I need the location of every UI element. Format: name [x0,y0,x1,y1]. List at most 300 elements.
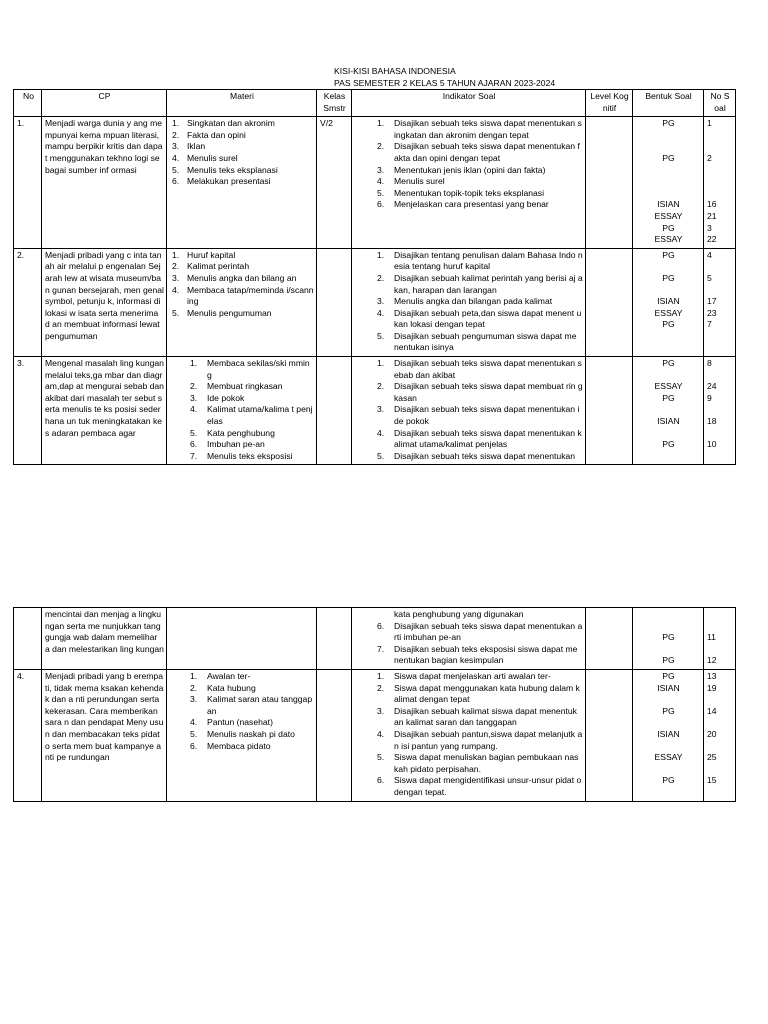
bentuk-stack [636,250,701,331]
nosoal-value [707,141,733,153]
item-text: Disajikan sebuah teks eksposisi siswa dapat me nentukan bagian kesimpulan [394,643,578,666]
indikator-list [355,250,583,354]
item-number: 1. [377,358,385,369]
bentuk-value [636,165,701,177]
item-text: Disajikan sebuah kalimat perintah yang berisi aj akan, harapan dan larangan [394,272,583,295]
item-number: 3. [377,164,385,175]
cell-bentuk [633,608,704,670]
item-text: Singkatan dan akronim [187,118,275,129]
bentuk-value: ISIAN [657,682,680,693]
cell-bentuk [633,357,704,465]
item-number: 4. [172,152,180,163]
item-number: 4. [377,427,385,438]
header-indikator: Indikator Soal [352,90,586,117]
materi-item [170,404,314,427]
header-no: No [14,90,42,117]
indikator-item [355,199,583,211]
cell-no: 2. [14,248,42,356]
cell-kelas: V/2 [317,117,352,249]
materi-item [170,393,314,405]
bentuk-value: PG [662,118,675,129]
bentuk-value: ISIAN [657,296,680,307]
indikator-item [355,250,583,273]
item-text: Siswa dapat mengidentifikasi unsur-unsur pidat o dengan tepat. [394,775,582,797]
item-text: Menulis surel [187,152,238,163]
nosoal-value: 10 [707,439,717,450]
item-text: Membaca sekilas/ski mming [207,358,310,380]
item-number: 4. [190,717,198,728]
kisi-table-page-2 [13,607,736,802]
item-text: Membaca tatap/meminda i/scanning [187,284,314,307]
header-kelas: Kelas Smstr [317,90,352,117]
materi-item [170,176,314,188]
item-text: Huruf kapital [187,249,236,260]
header-bentuk: Bentuk Soal [633,90,704,117]
cp-text: mencintai dan menjag a lingkungan serta me nunjukkan tanggungja wab dalam memelihar a dan melestarikan ling kungan [45,609,164,654]
item-text: Disajikan sebuah pantun,siswa dapat melanjutk an isi pantun yang rumpang. [394,728,583,751]
cell-cp [42,608,167,670]
bentuk-value: ISIAN [657,728,680,739]
item-number: 6. [172,176,180,187]
item-text: Menulis surel [394,176,445,187]
item-number: 2. [377,381,385,392]
cell-nosoal [704,669,736,801]
nosoal-value: 19 [707,682,717,693]
bentuk-value: ESSAY [654,307,683,318]
materi-list [170,671,314,752]
nosoal-value [707,188,733,200]
indikator-list [355,358,583,462]
nosoal-value: 25 [707,752,717,763]
indikator-item [355,729,583,752]
nosoal-value: 22 [707,234,717,245]
item-text: Disajikan sebuah teks siswa dapat menentukan [394,450,576,461]
indikator-item [355,308,583,331]
cell-level [586,357,633,465]
nosoal-value [707,644,733,656]
item-text: Pantun (nasehat) [207,717,273,728]
cell-kelas [317,248,352,356]
indikator-item [355,428,583,451]
bentuk-value: ESSAY [654,234,683,245]
item-text: Disajikan sebuah teks siswa dapat menentukan fakta dan opini dengan tepat [394,141,580,163]
item-text: Disajikan sebuah teks siswa dapat menentukan arti imbuhan pe-an [394,620,583,643]
materi-item [170,694,314,717]
materi-item [170,439,314,451]
item-number: 2. [190,682,198,693]
bentuk-value: PG [662,319,675,330]
item-text: Menulis teks eksplanasi [187,164,278,175]
nosoal-value: 20 [707,728,717,739]
table-header-row [14,90,736,117]
nosoal-value: 9 [707,392,712,403]
item-text: Ide pokok [207,392,245,403]
materi-item [170,358,314,381]
indikator-item [355,118,583,141]
cell-level [586,248,633,356]
kisi-table-page-1 [13,89,736,465]
cell-materi [167,248,317,356]
bentuk-value: PG [662,392,675,403]
cell-nosoal [704,248,736,356]
item-text: Awalan ter- [207,670,251,681]
item-text: Menulis naskah pi dato [207,728,295,739]
title-line-2: PAS SEMESTER 2 KELAS 5 TAHUN AJARAN 2023-2024 [334,77,556,88]
nosoal-value: 3 [707,222,712,233]
bentuk-value: PG [662,775,675,786]
item-number: 7. [377,643,385,654]
item-text: Menentukan topik-topik teks eksplanasi [394,187,544,198]
item-text: Membuat ringkasan [207,381,283,392]
bentuk-value [636,621,701,633]
indikator-item [355,671,583,683]
title-line-1: KISI-KISI BAHASA INDONESIA [334,66,456,76]
item-number: 3. [172,141,180,152]
nosoal-value [707,165,733,177]
cp-text: Menjadi warga dunia y ang mempunyai kema mpuan literasi, mampu berpikir kritis dan dapa t menggunakan tekhno logi sebagai sumber inf ormasi [45,118,163,175]
item-text: Menulis teks eksposisi [207,450,293,461]
cp-text: Menjadi pribadi yang b erempati, tidak mema ksakan kehendak dan a nti perundungan serta kekerasan. Cara memberikan sara n dan pendapat Meny usun dan membacakan teks pidato serta mem buat kampanye anti pe rundungan [45,670,164,763]
bentuk-value [636,609,701,621]
table-row [14,669,736,801]
item-number: 2. [172,261,180,272]
nosoal-stack [707,671,733,787]
nosoal-value: 24 [707,381,717,392]
item-number: 4. [190,404,198,415]
nosoal-value: 23 [707,307,717,318]
cell-bentuk [633,248,704,356]
item-text: Fakta dan opini [187,129,246,140]
item-text: Disajikan sebuah teks siswa dapat menentukan singkatan dan akronim dengan tepat [394,118,582,140]
indikator-continuation: kata penghubung yang digunakan [394,609,524,619]
materi-item [170,118,314,130]
nosoal-value: 7 [707,319,712,330]
bentuk-value: PG [662,439,675,450]
materi-item [170,273,314,285]
bentuk-value: PG [662,655,675,666]
nosoal-value [707,694,733,706]
item-number: 6. [377,620,385,631]
indikator-item [355,451,583,463]
materi-item [170,683,314,695]
nosoal-value [707,609,733,621]
item-number: 1. [172,249,180,260]
item-number: 1. [172,118,180,129]
bentuk-value [636,428,701,440]
bentuk-value: ESSAY [654,381,683,392]
materi-item [170,729,314,741]
item-number: 6. [377,199,385,210]
bentuk-value: ESSAY [654,752,683,763]
nosoal-value [707,621,733,633]
cell-no: 4. [14,669,42,801]
indikator-list [355,621,583,667]
bentuk-value: ISIAN [657,416,680,427]
bentuk-value [636,141,701,153]
item-text: Menulis angka dan bilangan pada kalimat [394,296,553,307]
bentuk-value [636,404,701,416]
item-number: 3. [377,296,385,307]
indikator-item [355,331,583,354]
bentuk-value: PG [662,249,675,260]
indikator-item [355,176,583,188]
cell-materi [167,357,317,465]
item-number: 5. [172,307,180,318]
indikator-item [355,381,583,404]
nosoal-value [707,130,733,142]
item-number: 5. [377,330,385,341]
cell-cp [42,248,167,356]
item-text: Disajikan sebuah teks siswa dapat menentukan kalimat utama/kalimat penjelas [394,427,582,450]
bentuk-value: PG [662,705,675,716]
item-number: 1. [190,358,198,369]
cell-cp [42,669,167,801]
cell-no [14,608,42,670]
materi-item [170,717,314,729]
bentuk-stack [636,671,701,787]
bentuk-value: PG [662,358,675,369]
item-text: Menjelaskan cara presentasi yang benar [394,199,549,210]
item-number: 3. [172,272,180,283]
item-number: 1. [190,670,198,681]
indikator-item [355,273,583,296]
item-text: Menentukan jenis iklan (opini dan fakta) [394,164,546,175]
cell-cp [42,357,167,465]
nosoal-value [707,370,733,382]
nosoal-value [707,764,733,776]
bentuk-value [636,261,701,273]
table-row [14,248,736,356]
nosoal-value: 1 [707,118,712,129]
indikator-item [355,188,583,200]
item-text: Disajikan sebuah teks siswa dapat menentukan sebab dan akibat [394,358,582,380]
item-number: 5. [190,728,198,739]
bentuk-value: ESSAY [654,210,683,221]
bentuk-value [636,188,701,200]
cell-indikator [352,248,586,356]
item-text: Kalimat saran atau tanggapan [207,694,313,716]
nosoal-value [707,404,733,416]
item-number: 3. [377,705,385,716]
item-number: 4. [172,284,180,295]
item-text: Imbuhan pe-an [207,439,265,450]
bentuk-value [636,764,701,776]
item-number: 4. [377,176,385,187]
item-text: Kata penghubung [207,427,275,438]
table-row [14,357,736,465]
cell-indikator [352,357,586,465]
bentuk-value [636,285,701,297]
item-text: Disajikan sebuah teks siswa dapat menentukan ide pokok [394,404,580,427]
nosoal-value: 21 [707,210,717,221]
item-number: 1. [377,249,385,260]
item-text: Disajikan sebuah peta,dan siswa dapat menent ukan lokasi dengan tepat [394,307,582,330]
bentuk-stack [636,118,701,246]
bentuk-value: PG [662,272,675,283]
item-number: 2. [172,129,180,140]
item-number: 6. [190,439,198,450]
item-number: 3. [190,694,198,705]
item-number: 7. [190,450,198,461]
item-number: 3. [190,392,198,403]
item-number: 1. [377,670,385,681]
item-number: 4. [377,307,385,318]
cell-cp [42,117,167,249]
item-text: Melakukan presentasi [187,176,271,187]
materi-item [170,671,314,683]
indikator-list [355,118,583,211]
nosoal-value: 4 [707,249,712,260]
cell-no: 3. [14,357,42,465]
item-text: Disajikan sebuah teks siswa dapat membuat rin gkasan [394,381,583,403]
nosoal-value [707,717,733,729]
materi-item [170,381,314,393]
cell-kelas [317,669,352,801]
bentuk-value: PG [662,670,675,681]
nosoal-value: 14 [707,705,717,716]
materi-item [170,261,314,273]
bentuk-stack [636,358,701,451]
materi-item [170,308,314,320]
indikator-item [355,296,583,308]
bentuk-value: ISIAN [657,199,680,210]
cell-indikator [352,669,586,801]
item-text: Siswa dapat menuliskan bagian pembukaan nas kah pidato perpisahan. [394,752,579,774]
item-number: 5. [377,450,385,461]
nosoal-value: 18 [707,416,717,427]
nosoal-value [707,428,733,440]
indikator-list [355,671,583,799]
cell-indikator [352,117,586,249]
item-number: 5. [377,752,385,763]
cell-kelas [317,608,352,670]
item-number: 2. [377,682,385,693]
item-text: Membaca pidato [207,740,271,751]
nosoal-value: 8 [707,358,712,369]
indikator-item [355,775,583,798]
item-number: 3. [377,404,385,415]
nosoal-value: 17 [707,296,717,307]
cell-materi [167,608,317,670]
materi-list [170,250,314,320]
item-text: Kalimat perintah [187,261,250,272]
bentuk-value: PG [662,632,675,643]
cell-nosoal [704,608,736,670]
item-text: Menulis pengumuman [187,307,272,318]
bentuk-stack [636,609,701,667]
bentuk-value [636,694,701,706]
header-nosoal: No S oal [704,90,736,117]
nosoal-value [707,261,733,273]
materi-item [170,428,314,440]
cell-level [586,608,633,670]
item-text: Kata hubung [207,682,256,693]
cell-bentuk [633,117,704,249]
cell-materi [167,117,317,249]
materi-item [170,153,314,165]
cp-text: Mengenal masalah ling kungan melalui teks,ga mbar dan diagram,dap at mengurai sebab dan akibat dari masalah ter sebut serta menulis te ks posisi sederhana un tuk meningkatakan kes adaran pembaca agar [45,358,164,438]
item-text: Disajikan sebuah pengumuman siswa dapat me nentukan isinya [394,330,577,353]
cell-kelas [317,357,352,465]
nosoal-value: 12 [707,655,717,666]
bentuk-value [636,130,701,142]
nosoal-value: 13 [707,670,717,681]
indikator-item [355,644,583,667]
item-number: 4. [377,728,385,739]
item-number: 5. [377,187,385,198]
nosoal-stack [707,118,733,246]
nosoal-stack [707,250,733,331]
indikator-item [355,752,583,775]
nosoal-stack [707,358,733,451]
item-number: 5. [172,164,180,175]
item-number: 5. [190,427,198,438]
materi-list [170,118,314,188]
item-text: Disajikan sebuah kalimat siswa dapat menentuk an kalimat saran dan tanggapan [394,705,577,728]
cell-bentuk [633,669,704,801]
bentuk-value [636,644,701,656]
cell-no: 1. [14,117,42,249]
indikator-item [355,358,583,381]
cell-nosoal [704,117,736,249]
materi-item [170,451,314,463]
bentuk-value [636,741,701,753]
nosoal-value: 16 [707,199,717,210]
item-number: 6. [190,740,198,751]
bentuk-value: PG [662,222,675,233]
nosoal-stack [707,609,733,667]
item-text: Siswa dapat menjelaskan arti awalan ter- [394,670,551,681]
cp-text: Menjadi pribadi yang c inta tanah air melalui p engenalan Sejarah lew at wisata museum/ban gunan bersejarah, men genal symbol, petunju k, informasi di lokasi w isata serta menerima d an membuat informasi lewat pengumuman [45,249,164,341]
indikator-item [355,621,583,644]
indikator-item [355,404,583,427]
item-number: 6. [377,775,385,786]
cell-level [586,669,633,801]
materi-item [170,250,314,262]
bentuk-value [636,176,701,188]
item-number: 1. [377,118,385,129]
nosoal-value [707,741,733,753]
cell-indikator [352,608,586,670]
indikator-item [355,706,583,729]
nosoal-value: 2 [707,152,712,163]
header-materi: Materi [167,90,317,117]
materi-item [170,285,314,308]
item-number: 2. [190,381,198,392]
materi-item [170,165,314,177]
document-title [334,66,634,89]
cell-materi [167,669,317,801]
table-row [14,117,736,249]
item-text: Iklan [187,141,206,152]
item-number: 2. [377,141,385,152]
materi-item [170,130,314,142]
indikator-item [355,141,583,164]
item-text: Menulis angka dan bilang an [187,272,297,283]
indikator-item [355,165,583,177]
table-row [14,608,736,670]
indikator-item [355,683,583,706]
header-cp: CP [42,90,167,117]
bentuk-value [636,370,701,382]
item-text: Disajikan tentang penulisan dalam Bahasa Indo nesia tentang huruf kapital [394,249,583,272]
nosoal-value: 11 [707,632,716,643]
item-text: Kalimat utama/kalima t penjelas [207,404,313,427]
nosoal-value: 5 [707,272,712,283]
nosoal-value [707,285,733,297]
item-text: Siswa dapat menggunakan kata hubung dalam kalimat dengan tepat [394,682,580,705]
bentuk-value [636,717,701,729]
